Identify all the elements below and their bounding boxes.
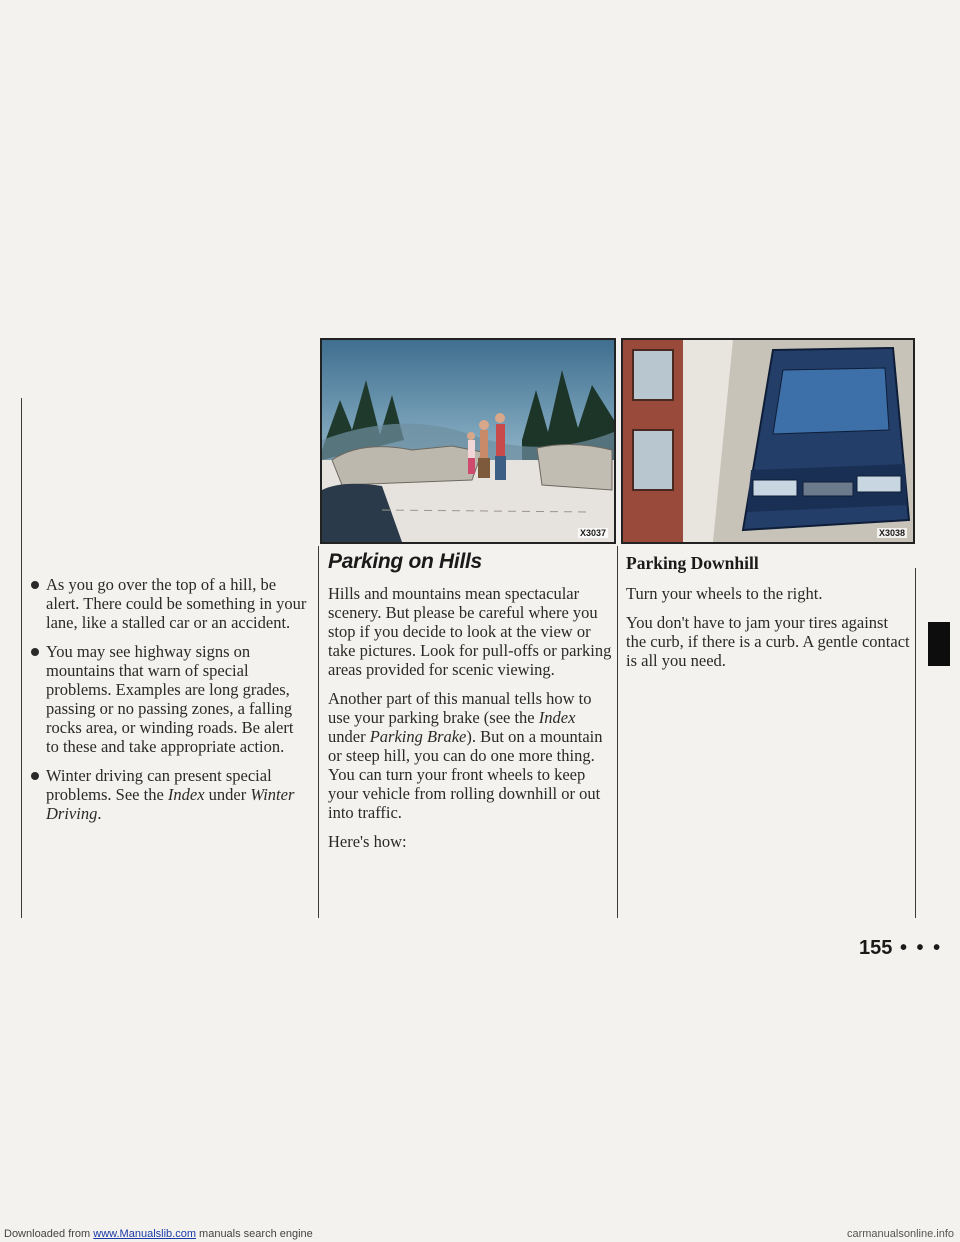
section-title: Parking on Hills bbox=[328, 550, 482, 573]
paragraph: Here's how: bbox=[328, 832, 407, 851]
figure-code-x3038: X3038 bbox=[878, 528, 905, 538]
car-parked-downhill-illustration bbox=[621, 338, 915, 544]
page-number: 155 bbox=[859, 937, 893, 959]
tip-text: As you go over the top of a hill, be alert. There could be something in your lane, like a stalled car or an accident. bbox=[46, 575, 307, 632]
right-column bbox=[626, 550, 911, 680]
download-footer bbox=[4, 1228, 313, 1240]
bullet-icon bbox=[31, 581, 39, 589]
tip-text-mid: under bbox=[204, 785, 251, 804]
footer-prefix: Downloaded from bbox=[4, 1228, 94, 1240]
paragraph: You don't have to jam your tires against the curb, if there is a curb. A gentle contact is all you need. bbox=[626, 613, 910, 670]
paragraph-mid: under bbox=[328, 727, 370, 746]
index-reference: Winter Driving bbox=[46, 785, 295, 823]
list-item bbox=[30, 766, 310, 823]
scenic-overlook-illustration bbox=[320, 338, 616, 544]
paragraph-start: Another part of this manual tells how to use your parking brake (see the bbox=[328, 689, 592, 727]
manualslib-link[interactable]: www.Manualslib.com bbox=[93, 1228, 196, 1240]
column-rule-edge bbox=[915, 568, 916, 918]
section-tab-marker bbox=[928, 622, 950, 666]
paragraph-end: ). But on a mountain or steep hill, you can do one more thing. You can turn your front wheels to keep your vehicle from rolling downhill or out into traffic. bbox=[328, 727, 603, 822]
column-rule-middle bbox=[318, 546, 319, 918]
list-item bbox=[30, 642, 310, 756]
column-rule-right bbox=[617, 546, 618, 918]
index-word: Index bbox=[538, 708, 576, 727]
figure-code-x3037: X3037 bbox=[579, 528, 606, 538]
column-rule-left bbox=[21, 398, 22, 918]
list-item bbox=[30, 575, 310, 632]
left-column bbox=[30, 575, 310, 833]
bullet-icon bbox=[31, 772, 39, 780]
subsection-title: Parking Downhill bbox=[626, 553, 759, 573]
watermark-text: carmanualsonline.info bbox=[846, 1228, 954, 1240]
footer-suffix: manuals search engine bbox=[195, 1228, 313, 1240]
tip-text: You may see highway signs on mountains that warn of special problems. Examples are long grades, passing or no passing zones, a falling rocks area, or winding roads. Be alert to these and take appropriate action. bbox=[46, 642, 294, 756]
index-reference: Parking Brake bbox=[369, 727, 467, 746]
tip-text-end: . bbox=[97, 804, 102, 823]
tip-text-start: Winter driving can present special problems. See the bbox=[46, 766, 272, 804]
paragraph bbox=[328, 689, 612, 822]
middle-column bbox=[328, 550, 612, 861]
page-dots: • • • bbox=[900, 937, 943, 959]
hill-driving-tips-list bbox=[30, 575, 310, 823]
index-word: Index bbox=[167, 785, 205, 804]
paragraph: Turn your wheels to the right. bbox=[626, 584, 823, 603]
paragraph: Hills and mountains mean spectacular scenery. But please be careful where you stop if you decide to look at the view or take pictures. Look for pull-offs or parking areas provided for scenic viewing. bbox=[328, 584, 612, 679]
bullet-icon bbox=[31, 648, 39, 656]
